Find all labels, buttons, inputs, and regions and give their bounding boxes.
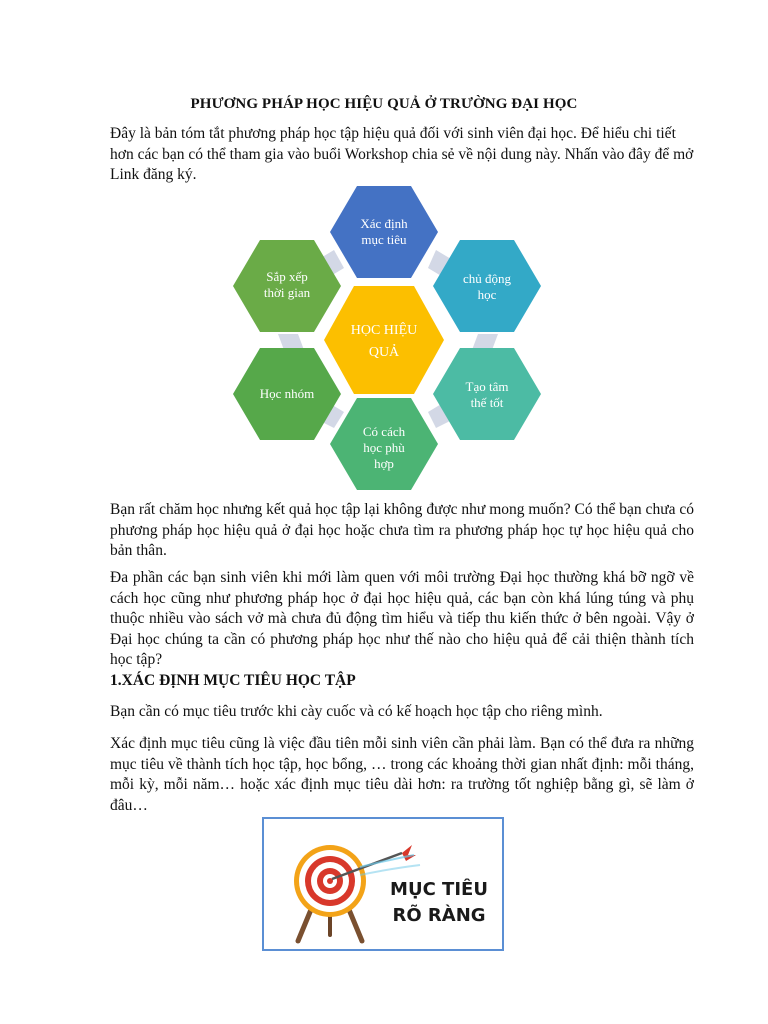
- hex-center-label-1: HỌC HIỆU: [350, 323, 418, 338]
- paragraph-2: Đa phần các bạn sinh viên khi mới làm quen với môi trường Đại học thường khá bỡ ngỡ về cách học cũng như phương pháp học ở đại học hiệu quả, các bạn còn khá lúng túng và phụ thuộc nhiều vào sách vở mà chưa đủ động tìm hiểu và tiếp thu kiến thức ở bên ngoài. Vậy ở Đại học chúng ta cần có phương pháp học như thế nào cho hiệu quả để cải thiện thành tích học tập?: [110, 569, 694, 668]
- section-1-paragraph-2: Xác định mục tiêu cũng là việc đầu tiên mỗi sinh viên cần phải làm. Bạn có thể đưa ra những mục tiêu về thành tích học tập, học bổng, … trong các khoảng thời gian nhất định: mỗi tháng, mỗi kỳ, mỗi năm… hoặc xác định mục tiêu dài hơn: ra trường tốt nghiệp bằng gì, sẽ làm ở đâu…: [110, 735, 694, 814]
- intro-paragraph: Đây là bản tóm tắt phương pháp học tập hiệu quả đối với sinh viên đại học. Để hiểu chi tiết hơn các bạn có thể tham gia vào buổi Workshop chia sẻ về nội dung này. Nhấn vào đây để mở Link đăng ký.: [110, 125, 694, 183]
- hex-bottom-right-label-2: thế tốt: [470, 395, 504, 410]
- figure-label-line-2: RÕ RÀNG: [392, 905, 486, 926]
- hex-center-label-2: QUẢ: [368, 345, 400, 360]
- paragraph-1: Bạn rất chăm học nhưng kết quả học tập lại không được như mong muốn? Có thể bạn chưa có phương pháp học hiệu quả ở đại học hoặc chưa tìm ra phương pháp học tự học hiệu quả cho bản thân.: [110, 501, 694, 559]
- hex-top-right-shape: [433, 240, 541, 332]
- hex-bottom: [330, 398, 438, 490]
- hex-top-label-1: Xác định: [360, 216, 408, 231]
- hex-bottom-label-2: học phù: [363, 440, 405, 455]
- figure-label-line-1: MỤC TIÊU: [390, 879, 488, 900]
- target-icon: [294, 845, 366, 941]
- hex-top: [330, 186, 438, 278]
- hex-top-right-label-1: chủ động: [462, 271, 512, 286]
- hex-bottom-right-shape: [433, 348, 541, 440]
- document-title: PHƯƠNG PHÁP HỌC HIỆU QUẢ Ở TRƯỜNG ĐẠI HỌC: [190, 96, 578, 112]
- hex-bottom-right: [433, 348, 541, 440]
- target-illustration: [262, 817, 504, 951]
- hex-bottom-right-label-1: Tạo tâm: [465, 379, 509, 394]
- hex-center-shape: [324, 286, 444, 394]
- hexagon-diagram: [230, 186, 546, 492]
- hex-bottom-left-label-1: Học nhóm: [259, 386, 315, 401]
- hex-bottom-label-1: Có cách: [362, 424, 406, 439]
- hex-top-label-2: mục tiêu: [361, 232, 407, 247]
- hex-top-left: [233, 240, 341, 332]
- section-1-paragraph-1: Bạn cần có mục tiêu trước khi cày cuốc và có kế hoạch học tập cho riêng mình.: [110, 703, 603, 720]
- hex-top-left-label-1: Sắp xếp: [266, 269, 308, 284]
- section-1-heading: 1.XÁC ĐỊNH MỤC TIÊU HỌC TẬP: [110, 672, 356, 689]
- hex-bottom-left: [233, 348, 341, 440]
- hex-top-left-label-2: thời gian: [263, 285, 311, 300]
- hex-bottom-label-3: hợp: [374, 456, 394, 471]
- hex-top-right-label-2: học: [477, 287, 497, 302]
- hex-center: [324, 286, 444, 394]
- hex-top-right: [433, 240, 541, 332]
